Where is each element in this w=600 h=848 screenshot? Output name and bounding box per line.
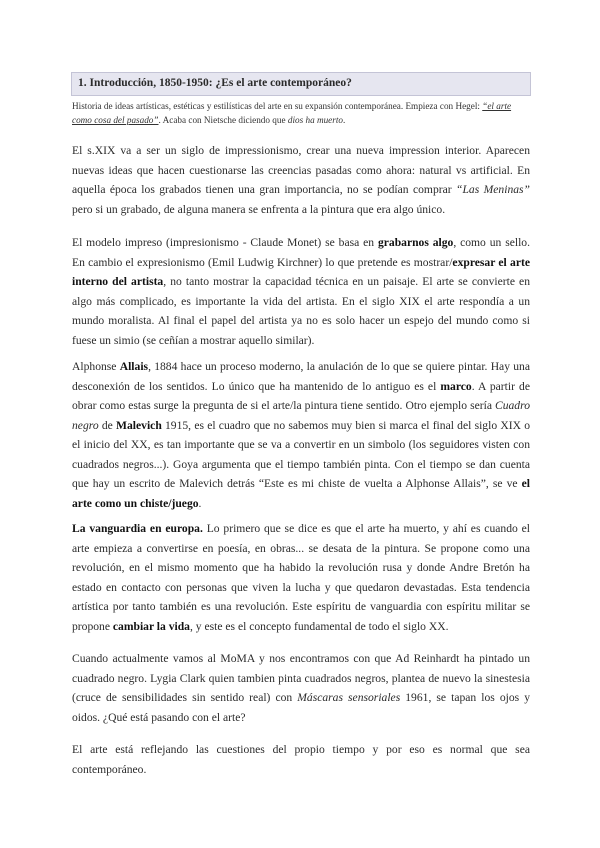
paragraph-text: , no tanto mostrar la capacidad técnica en un paisaje. El arte se convierte en algo más complicado, es importante la vida del artista. En el siglo XIX el arte respondía a un mundo moralista. Al final el papel del artista ya no es solo hacer un espejo del mundo como si fuese un simio (se ceñían a mostrar aquello similar).: [72, 275, 530, 347]
bold-term: La vanguardia en europa.: [72, 522, 203, 535]
bold-term: Malevich: [116, 418, 162, 432]
paragraph-text: Alphonse: [72, 360, 120, 373]
bold-term: el arte como un chiste/juego: [72, 477, 530, 510]
paragraph-text: , como un sello. En cambio el expresionismo (Emil Ludwig Kirchner) lo que pretende es mostrar/: [72, 236, 530, 269]
subtitle-italic: dios ha muerto: [287, 115, 343, 125]
bold-term: marco: [440, 379, 472, 393]
section-heading-text: 1. Introducción, 1850-1950: ¿Es el arte contemporáneo?: [78, 77, 352, 89]
paragraph-printed-model: [72, 233, 530, 350]
section-heading: [71, 72, 531, 96]
paragraph-conclusion: [72, 740, 530, 779]
section-subtitle: [72, 99, 532, 127]
paragraph-vanguard: [72, 519, 530, 636]
paragraph-impressionism: [72, 141, 530, 219]
paragraph-allais: [72, 357, 530, 513]
subtitle-text: .: [342, 115, 346, 125]
paragraph-text: . A partir de obrar como estas surge la pregunta de si el arte/la pintura tiene sentido. Otro ejemplo sería: [72, 379, 530, 412]
bold-term: cambiar la vida: [112, 619, 190, 633]
paragraph-text: , 1884 hace un proceso moderno, la anulación de lo que se quiere pintar. Hay una desconexión de los sentidos. Lo único que ha mantenido de lo antiguo es el: [72, 360, 530, 393]
artwork-title: Cuadro negro: [72, 399, 530, 432]
bold-term: Allais: [119, 360, 149, 373]
paragraph-text: .: [198, 496, 202, 510]
paragraph-text: 1915, es el cuadro que no sabemos muy bien si marca el final del siglo XIX o el inicio del XX, es tan importante que se va a convertir en un simbolo (los seguidores visten con cuadrados negros...). Goya argumenta que el tiempo también pinta. Con el tiempo se dan cuenta que hay un escrito de Malevich detrás “Este es mi chiste de vuelta a Alphonse Allais”, se ve: [72, 418, 530, 490]
subtitle-text: Historia de ideas artísticas, estéticas y estilísticas del arte en su expansión contemporánea. Empieza con Hegel:: [72, 101, 483, 111]
subtitle-text: . Acaba con Nietsche diciendo que: [158, 115, 288, 125]
bold-term: expresar el arte interno del artista: [72, 255, 530, 288]
paragraph-text: Lo primero que se dice es que el arte ha muerto, y ahí es cuando el arte empieza a convertirse en poesía, en obras... se desata de la pintura. Se propone como una revolución, en el mismo momento que ha habido la revolución rusa y donde Andre Bretón ha estado en contacto con personas que viven la lucha y que quedaron devastadas. Esta tendencia artística por tanto también es una revolución. Este espíritu de vanguardia con espíritu militar se propone: [72, 522, 530, 633]
paragraph-text: de: [98, 418, 117, 432]
paragraph-text: El modelo impreso (impresionismo - Claude Monet) se basa en: [72, 236, 378, 249]
artwork-title: “Las Meninas”: [456, 183, 530, 196]
paragraph-text: , y este es el concepto fundamental de todo el siglo XX.: [189, 619, 449, 633]
paragraph-text: 1961, se tapan los ojos y oidos. ¿Qué está pasando con el arte?: [72, 691, 530, 724]
paragraph-text: El s.XIX va a ser un siglo de impressionismo, crear una nueva impression interior. Aparecen nuevas ideas que hacen cuestionarse las creencias pasadas como ahora: natural vs artificial. En aquella época los grabados tienen una gran importancia, no se podían comprar: [72, 144, 530, 196]
quote-link[interactable]: “el arte como cosa del pasado”: [72, 101, 512, 125]
paragraph-text: pero si un grabado, de alguna manera se enfrenta a la pintura que era algo único.: [72, 202, 446, 216]
paragraph-text: El arte está reflejando las cuestiones del propio tiempo y por eso es normal que sea contemporáneo.: [72, 743, 530, 776]
bold-term: grabarnos algo: [377, 236, 454, 249]
paragraph-moma: [72, 649, 530, 727]
paragraph-text: Cuando actualmente vamos al MoMA y nos encontramos con que Ad Reinhardt ha pintado un cuadrado negro. Lygia Clark quien tambien pinta cuadrados negros, plantea de nuevo la sinestesia (cruce de sensibilidades sin sentido real) con: [72, 652, 530, 704]
artwork-title: Máscaras sensoriales: [297, 691, 401, 704]
